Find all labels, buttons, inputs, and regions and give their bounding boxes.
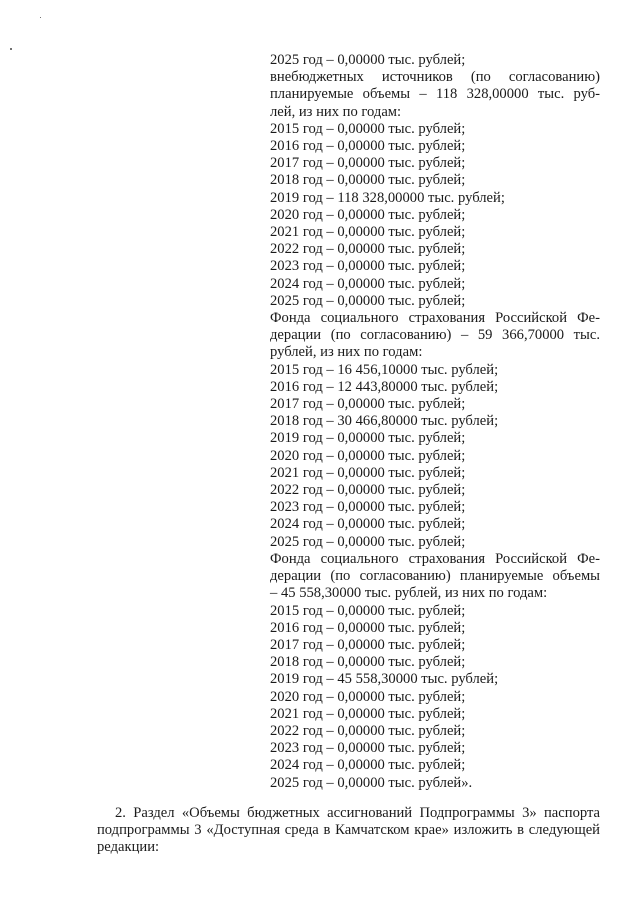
text-line: 2024 год – 0,00000 тыс. рублей;	[270, 757, 466, 774]
funding-breakdown-column	[270, 52, 600, 792]
text-line: 2020 год – 0,00000 тыс. рублей;	[270, 206, 466, 223]
text-line: Фонда социального страхования Российской Фе-	[270, 550, 600, 567]
text-line: 2016 год – 0,00000 тыс. рублей;	[270, 619, 466, 636]
text-line: 2022 год – 0,00000 тыс. рублей;	[270, 722, 466, 739]
text-line: 2015 год – 16 456,10000 тыс. рублей;	[270, 361, 499, 378]
text-line: 2022 год – 0,00000 тыс. рублей;	[270, 241, 466, 258]
text-line: 2020 год – 0,00000 тыс. рублей;	[270, 688, 466, 705]
text-line: 2021 год – 0,00000 тыс. рублей;	[270, 705, 466, 722]
text-line: 2025 год – 0,00000 тыс. рублей;	[270, 52, 466, 68]
text-line: 2024 год – 0,00000 тыс. рублей;	[270, 275, 466, 292]
text-line: 2019 год – 118 328,00000 тыс. рублей;	[270, 189, 505, 206]
text-line: 2016 год – 0,00000 тыс. рублей;	[270, 138, 466, 155]
text-line: 2018 год – 0,00000 тыс. рублей;	[270, 172, 466, 189]
text-line: 2015 год – 0,00000 тыс. рублей;	[270, 602, 466, 619]
text-line: дерации (по согласованию) планируемые объемы	[270, 568, 600, 585]
amendment-paragraph	[97, 805, 600, 857]
text-line: дерации (по согласованию) – 59 366,70000 тыс.	[270, 327, 600, 344]
text-line: 2020 год – 0,00000 тыс. рублей;	[270, 447, 466, 464]
text-line: 2017 год – 0,00000 тыс. рублей;	[270, 636, 466, 653]
text-line: 2023 год – 0,00000 тыс. рублей;	[270, 499, 466, 516]
text-line: 2021 год – 0,00000 тыс. рублей;	[270, 464, 466, 481]
text-line: 2017 год – 0,00000 тыс. рублей;	[270, 396, 466, 413]
text-line: 2024 год – 0,00000 тыс. рублей;	[270, 516, 466, 533]
text-line: 2025 год – 0,00000 тыс. рублей;	[270, 533, 466, 550]
text-line: 2019 год – 45 558,30000 тыс. рублей;	[270, 671, 499, 688]
text-line: 2016 год – 12 443,80000 тыс. рублей;	[270, 378, 499, 395]
paragraph-line: подпрограммы 3 «Доступная среда в Камчатском крае» изложить в следующей	[97, 822, 600, 839]
text-line: лей, из них по годам:	[270, 103, 402, 120]
text-line: 2019 год – 0,00000 тыс. рублей;	[270, 430, 466, 447]
scan-speck	[40, 17, 41, 18]
paragraph-line: редакции:	[97, 839, 160, 856]
text-line: 2025 год – 0,00000 тыс. рублей;	[270, 292, 466, 309]
text-line: планируемые объемы – 118 328,00000 тыс. руб-	[270, 86, 600, 103]
text-line: 2023 год – 0,00000 тыс. рублей;	[270, 258, 466, 275]
text-line: рублей, из них по годам:	[270, 344, 423, 361]
text-line: 2018 год – 0,00000 тыс. рублей;	[270, 654, 466, 671]
text-line: 2018 год – 30 466,80000 тыс. рублей;	[270, 413, 499, 430]
text-line: Фонда социального страхования Российской Фе-	[270, 310, 600, 327]
text-line: 2015 год – 0,00000 тыс. рублей;	[270, 120, 466, 137]
text-line: 2021 год – 0,00000 тыс. рублей;	[270, 224, 466, 241]
text-line: 2025 год – 0,00000 тыс. рублей».	[270, 774, 473, 791]
scan-speck	[10, 48, 12, 50]
text-line: 2022 год – 0,00000 тыс. рублей;	[270, 482, 466, 499]
text-line: 2017 год – 0,00000 тыс. рублей;	[270, 155, 466, 172]
text-line: 2023 год – 0,00000 тыс. рублей;	[270, 740, 466, 757]
paragraph-line: 2. Раздел «Объемы бюджетных ассигнований Подпрограммы 3» паспорта	[115, 805, 600, 821]
text-line: – 45 558,30000 тыс. рублей, из них по годам:	[270, 585, 548, 602]
text-line: внебюджетных источников (по согласованию)	[270, 69, 600, 86]
